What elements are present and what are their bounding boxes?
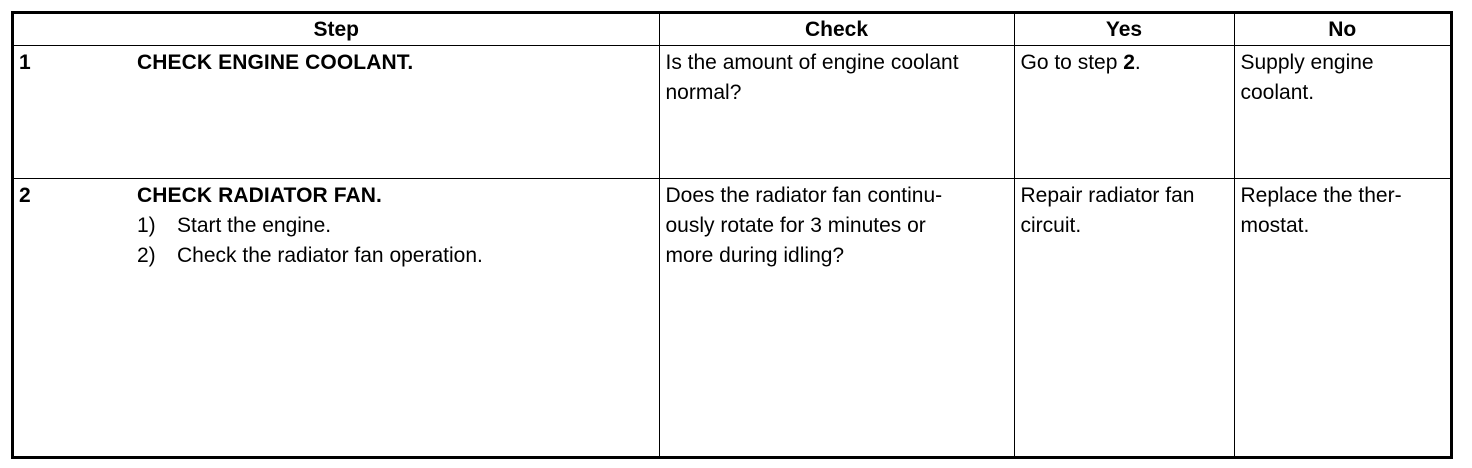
substep-number: 2): [137, 244, 156, 267]
header-yes: Yes: [1014, 14, 1234, 46]
substep: [137, 241, 659, 271]
header-check: Check: [659, 14, 1014, 46]
check-text: Is the amount of engine coolant normal?: [665, 51, 959, 104]
check-cell: [659, 179, 1014, 458]
substep-text: Check the radiator fan operation.: [177, 244, 483, 267]
step-body: [137, 46, 659, 78]
header-no: No: [1234, 14, 1450, 46]
no-text: Replace the ther- mostat.: [1240, 184, 1402, 237]
yes-text: [1015, 46, 1234, 78]
yes-cell: [1014, 179, 1234, 458]
table-row: [14, 46, 1450, 179]
header-step: Step: [14, 14, 659, 46]
yes-suffix: .: [1134, 51, 1141, 74]
check-text: Does the radiator fan continu- ously rotate for 3 minutes or more during idling?: [665, 184, 943, 267]
diagnostic-table-grid: [14, 14, 1450, 457]
no-text: Supply engine coolant.: [1240, 51, 1374, 104]
yes-step-ref: 2: [1123, 51, 1135, 74]
step-body: [137, 179, 659, 271]
header-row: [14, 14, 1450, 46]
substep: [137, 211, 659, 241]
no-cell: [1234, 179, 1450, 458]
step-cell: [14, 46, 659, 179]
no-cell: [1234, 46, 1450, 179]
step-cell: [14, 179, 659, 458]
substep-number: 1): [137, 214, 156, 237]
diagnostic-table: [11, 11, 1453, 459]
step-number: 1: [19, 51, 31, 74]
check-cell: [659, 46, 1014, 179]
yes-cell: [1014, 46, 1234, 179]
substep-text: Start the engine.: [177, 214, 332, 237]
yes-text: Repair radiator fan circuit.: [1020, 184, 1195, 237]
step-title: CHECK ENGINE COOLANT.: [137, 51, 414, 74]
step-title: CHECK RADIATOR FAN.: [137, 184, 382, 207]
yes-prefix: Go to step: [1020, 51, 1124, 74]
step-number: 2: [19, 184, 31, 207]
table-row: [14, 179, 1450, 458]
